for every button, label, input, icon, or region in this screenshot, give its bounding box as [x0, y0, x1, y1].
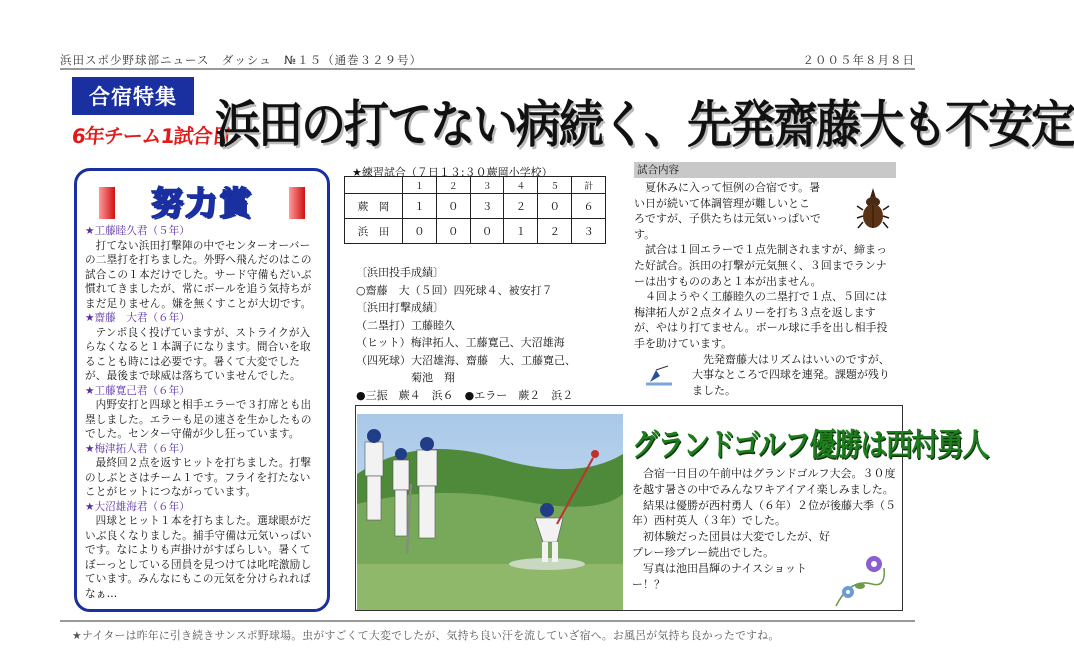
main-headline: 浜田の打てない病続く、先発齋藤大も不安定: [215, 95, 1074, 155]
golf-paragraph: 結果は優勝が西村勇人（６年）２位が後藤大季（５年）西村英人（３年）でした。: [632, 498, 896, 528]
player-name: ★大沼雄海君（６年）: [85, 500, 190, 513]
score-cell: ３: [470, 194, 504, 219]
inning-header: ５: [538, 177, 572, 194]
team-name: 蕨 岡: [345, 194, 403, 219]
inning-header: ４: [504, 177, 538, 194]
inning-header: １: [403, 177, 437, 194]
stats-line: ●三振 蕨４ 浜６ ●エラー 蕨２ 浜２: [356, 388, 574, 402]
golf-paragraph: 合宿一日目の午前中はグランドゴルフ大会。３０度を越す暑さの中でみんなワキアイアイ楽しみました。: [632, 467, 896, 496]
game-content-label: 試合内容: [634, 162, 896, 178]
stats-line: （二塁打）工藤睦久: [356, 318, 455, 332]
report-paragraph: 試合は１回エラーで１点先制されますが、締まった好試合。浜田の打撃が元気無く、３回までランナーは出すもののあと１本が出ません。: [634, 243, 887, 288]
player-comment: テンポ良く投げていますが、ストライクが入らなくなると１本調子になります。間合いを取ることも時には必要です。暑くて大変でしたが、最後まで球威は落ちていませんでした。: [85, 326, 311, 382]
decor-bar-left: [99, 187, 115, 219]
score-cell: ２: [504, 194, 538, 219]
score-total: ６: [572, 194, 606, 219]
team-name: 浜 田: [345, 219, 403, 244]
table-row: [345, 219, 606, 244]
award-panel: [74, 168, 330, 612]
score-cell: １: [504, 219, 538, 244]
scoreboard-title: ★練習試合（７日１３:３０蕨岡小学校）: [352, 166, 553, 179]
golf-paragraph: 写真は池田昌輝のナイスショットー！？: [632, 561, 807, 591]
report-paragraph: 先発齋藤大はリズムはいいのですが、大事なところで四球を連発。課題が残りました。: [692, 352, 890, 397]
stats-line: （ヒット）梅津拓人、工藤寛己、大沼雄海: [356, 336, 565, 349]
report-line: 夏休みに入って恒例の合宿です。暑: [645, 181, 821, 194]
player-entry: [85, 224, 319, 311]
score-cell: １: [403, 194, 437, 219]
footer-note: ★ナイターは昨年に引き続きサンスポ野球場。虫がすごくて大変でしたが、気持ち良い汗を流していざ宿へ。お風呂が気持ち良かったですね。: [72, 629, 780, 642]
score-cell: ０: [470, 219, 504, 244]
beetle-icon: [856, 186, 890, 230]
team-stats: [356, 264, 576, 404]
report-line: す。: [634, 227, 656, 241]
morning-glory-icon: [826, 548, 892, 608]
table-row: [345, 194, 606, 219]
inning-header: ３: [470, 177, 504, 194]
player-name: ★工藤寛己君（６年）: [85, 384, 190, 397]
masthead: [60, 52, 915, 68]
score-total: ３: [572, 219, 606, 244]
player-entry: [85, 500, 319, 602]
issue-date: ２００５年８月８日: [802, 53, 915, 67]
score-cell: ０: [403, 219, 437, 244]
player-name: ★工藤睦久君（５年）: [85, 225, 190, 237]
table-corner: [345, 177, 403, 194]
player-entry: [85, 311, 319, 384]
golf-photo: [357, 414, 623, 610]
score-cell: ０: [538, 194, 572, 219]
scoreboard-table: [344, 176, 606, 244]
award-title: 努力賞: [150, 184, 253, 222]
player-entry: [85, 384, 319, 442]
player-entry: [85, 442, 319, 500]
footer-rule: [60, 620, 915, 622]
stats-line: 菊池 翔: [356, 371, 455, 384]
golf-paragraph: 初体験だった団員は大変でしたが、好プレー珍プレー続出でした。: [632, 530, 830, 559]
stats-line: （四死球）大沼雄海、齋藤 大、工藤寛己、: [356, 353, 576, 367]
award-title-banner: [85, 179, 319, 223]
inning-header: ２: [436, 177, 470, 194]
score-cell: ２: [538, 219, 572, 244]
total-header: 計: [572, 177, 606, 194]
game-subtitle: 6年チーム1試合目: [70, 124, 232, 148]
stats-line: 〔浜田打撃成績〕: [356, 301, 444, 314]
newsletter-name: 浜田スポ少野球部ニュース ダッシュ №１５（通巻３２９号）: [60, 53, 423, 67]
table-row: [345, 177, 606, 194]
report-line: ろですが、子供たちは元気いっぱいで: [634, 212, 821, 226]
player-comment: 四球とヒット１本を打ちました。選球眼がだいぶ良くなりました。捕手守備は元気いっぱいです。なによりも声掛けがすばらしい。暑くてぼーっとしている団員を見つけては叱咤激励しています。みんなにもこの元気を分けられればなぁ…: [85, 515, 312, 600]
stats-line: ○齋藤 大（５回）四死球４、被安打７: [356, 283, 553, 297]
player-comment: 最終回２点を返すヒットを打ちました。打撃のしぶとさはチーム１です。フライを打たないことがヒットにつながっています。: [85, 457, 312, 498]
report-paragraph: ４回ようやく工藤睦久の二塁打で１点、５回には梅津拓人が２点タイムリーを打ち３点を返しますが、やはり打てません。ボール球に手を出し相手投手を助けています。: [634, 290, 888, 350]
decor-bar-right: [289, 187, 305, 219]
stats-line: 〔浜田投手成績〕: [356, 266, 444, 279]
feature-badge: 合宿特集: [72, 77, 194, 115]
score-cell: ０: [436, 219, 470, 244]
golf-headline: グランドゴルフ優勝は西村勇人: [632, 428, 988, 464]
header-rule: [60, 68, 915, 70]
player-name: ★齋藤 大君（６年）: [85, 312, 190, 324]
score-cell: ０: [436, 194, 470, 219]
player-comment: 内野安打と四球と相手エラーで３打席とも出塁しました。エラーも足の速さを生かしたものでした。センター守備が少し狂っています。: [85, 399, 312, 440]
player-comment: 打てない浜田打撃陣の中でセンターオーバーの二塁打を打ちました。外野へ飛んだのはこの試合この１本だけでした。サード守備もだいぶ慣れてきましたが、常にボールを追う気持ちがまだ足りません。嫌を無くすことが大切です。: [85, 239, 312, 310]
report-line: い日が続いて体調管理が難しいとこ: [634, 196, 810, 210]
fishing-icon: [642, 362, 676, 388]
player-list: [85, 224, 319, 601]
player-name: ★梅津拓人君（６年）: [85, 442, 190, 455]
